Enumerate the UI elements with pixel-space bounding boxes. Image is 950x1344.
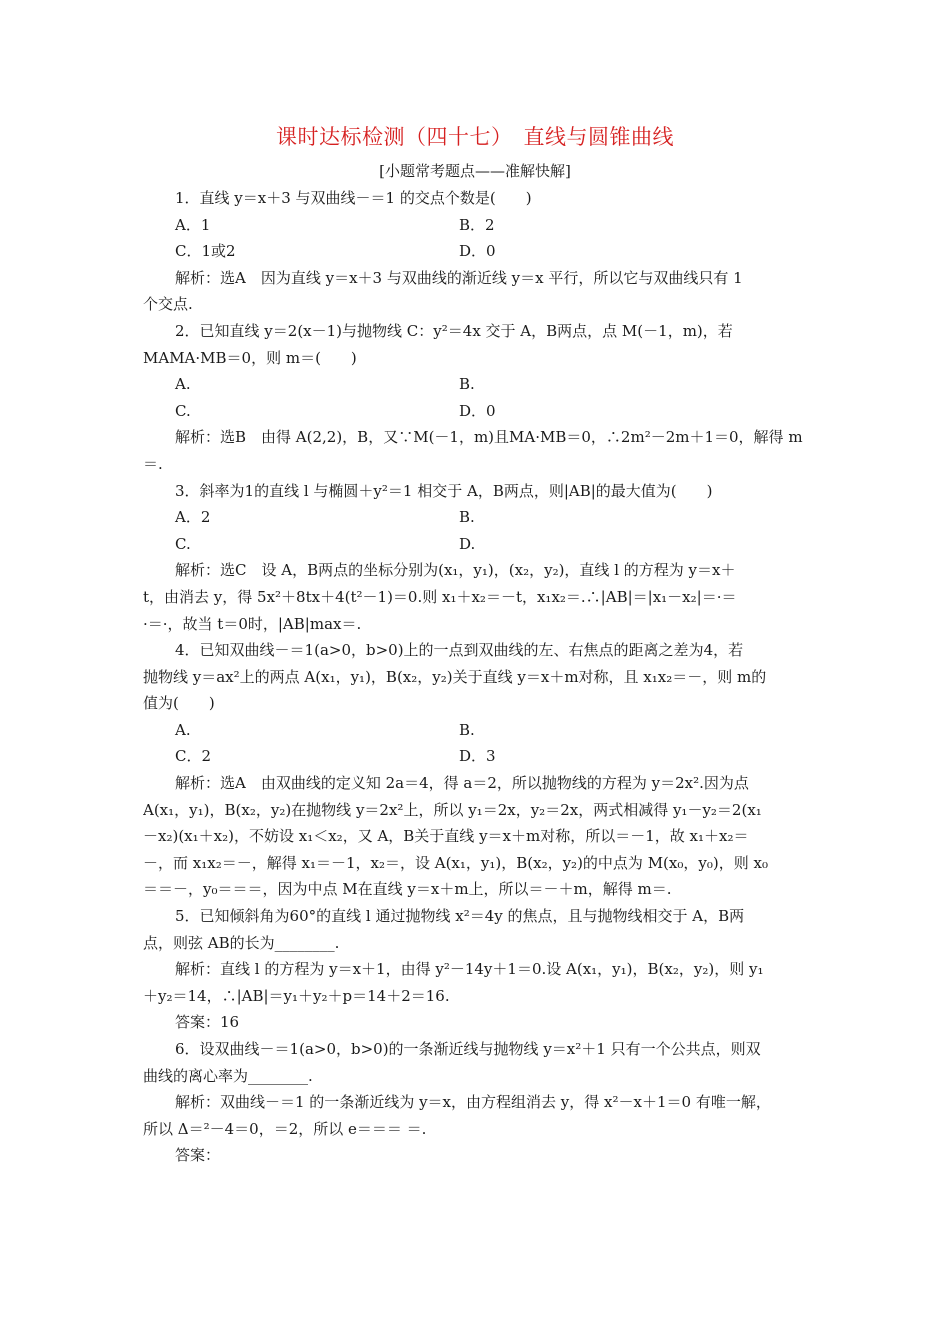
option-d: D．0 [459,242,496,261]
question-1-solution-cont: 个交点. [143,295,193,314]
option-d: D．3 [459,747,496,766]
question-1-solution: 解析：选A 因为直线 y＝x＋3 与双曲线的渐近线 y＝x 平行，所以它与双曲线只有 1 [175,268,743,287]
question-6-solution-cont: 所以 Δ＝²－4＝0，＝2，所以 e＝＝＝ ＝. [143,1119,427,1138]
option-c: C．2 [175,747,212,766]
option-d: D. [459,534,476,553]
question-3-stem: 3．斜率为1的直线 l 与椭圆＋y²＝1 相交于 A，B两点，则|AB|的最大值为( ) [175,481,713,500]
question-2-options-ab [143,371,808,398]
option-b: B. [459,508,475,527]
option-c: C. [175,401,191,420]
option-a: A．1 [175,215,211,234]
question-4-options-ab [143,717,808,744]
option-c: C. [175,534,191,553]
question-3-options-ab [143,504,808,531]
question-2-options-cd [143,398,808,425]
question-6-answer: 答案： [175,1146,221,1165]
question-4-solution-cont: ＝＝－，y₀＝＝＝，因为中点 M在直线 y＝x＋m上，所以＝－＋m，解得 m＝. [143,880,672,899]
question-4-options-cd [143,743,808,770]
question-3-solution-cont: ·＝·，故当 t＝0时，|AB|max＝. [143,614,362,633]
question-4-stem-cont: 值为( ) [143,694,215,713]
question-4-stem: 4．已知双曲线－＝1(a>0，b>0)上的一点到双曲线的左、右焦点的距离之差为4，若 [175,641,744,660]
section-subtitle: [小题常考题点——准解快解] [379,162,571,180]
question-2-solution-cont: ＝. [143,454,163,473]
option-d: D．0 [459,401,496,420]
question-4-solution-cont: A(x₁，y₁)，B(x₂，y₂)在抛物线 y＝2x²上，所以 y₁＝2x，y₂＝2x，两式相减得 y₁－y₂＝2(x₁ [143,800,762,819]
question-1-options-cd [143,238,808,265]
question-2-stem-cont: MAMA·MB＝0，则 m＝( ) [143,348,357,367]
question-5-solution-cont: ＋y₂＝14，∴|AB|＝y₁＋y₂＋p＝14＋2＝16. [143,986,450,1005]
question-5-solution: 解析：直线 l 的方程为 y＝x＋1，由得 y²－14y＋1＝0.设 A(x₁，y₁)，B(x₂，y₂)，则 y₁ [175,960,764,979]
question-1-stem: 1．直线 y＝x＋3 与双曲线－＝1 的交点个数是( ) [175,189,532,207]
question-2-stem: 2．已知直线 y＝2(x－1)与抛物线 C：y²＝4x 交于 A，B两点，点 M(－1，m)，若 [175,321,733,340]
question-4-solution-cont: －，而 x₁x₂＝－，解得 x₁＝－1，x₂＝，设 A(x₁，y₁)，B(x₂，y₂)的中点为 M(x₀，y₀)，则 x₀ [143,853,768,872]
question-4-stem-cont: 抛物线 y＝ax²上的两点 A(x₁，y₁)，B(x₂，y₂)关于直线 y＝x＋m对称，且 x₁x₂＝－，则 m的 [143,667,767,686]
document-body [143,185,808,1169]
option-a: A．2 [175,508,211,527]
option-b: B. [459,375,475,394]
question-6-stem-cont: 曲线的离心率为________. [143,1066,313,1085]
question-6-solution: 解析：双曲线－＝1 的一条渐近线为 y＝x，由方程组消去 y，得 x²－x＋1＝0 有唯一解， [175,1093,771,1112]
question-5-stem-cont: 点，则弦 AB的长为________. [143,933,340,952]
question-3-options-cd [143,531,808,558]
question-4-solution: 解析：选A 由双曲线的定义知 2a＝4，得 a＝2，所以抛物线的方程为 y＝2x².因为点 [175,774,749,793]
question-3-solution-cont: t，由消去 y，得 5x²＋8tx＋4(t²－1)＝0.则 x₁＋x₂＝－t，x₁x₂＝.∴|AB|＝|x₁－x₂|＝·＝ [143,587,737,606]
question-2-solution: 解析：选B 由得 A(2,2)，B，又∵M(－1，m)且MA·MB＝0，∴2m²－2m＋1＝0，解得 m [175,428,803,447]
option-b: B. [459,720,475,739]
question-5-stem: 5．已知倾斜角为60°的直线 l 通过抛物线 x²＝4y 的焦点，且与抛物线相交于 A，B两 [175,907,745,926]
question-3-solution: 解析：选C 设 A，B两点的坐标分别为(x₁，y₁)，(x₂，y₂)，直线 l 的方程为 y＝x＋ [175,561,736,580]
option-c: C．1或2 [175,242,236,261]
option-a: A. [175,720,191,739]
question-1-options-ab [143,212,808,239]
option-a: A. [175,375,191,394]
question-4-solution-cont: －x₂)(x₁＋x₂)，不妨设 x₁＜x₂，又 A，B关于直线 y＝x＋m对称，所以＝－1，故 x₁＋x₂＝ [143,827,749,846]
option-b: B．2 [459,215,495,234]
page-title: 课时达标检测（四十七） 直线与圆锥曲线 [276,125,674,149]
question-5-answer: 答案：16 [175,1013,240,1032]
question-6-stem: 6．设双曲线－＝1(a>0，b>0)的一条渐近线与抛物线 y＝x²＋1 只有一个公共点，则双 [175,1040,761,1058]
